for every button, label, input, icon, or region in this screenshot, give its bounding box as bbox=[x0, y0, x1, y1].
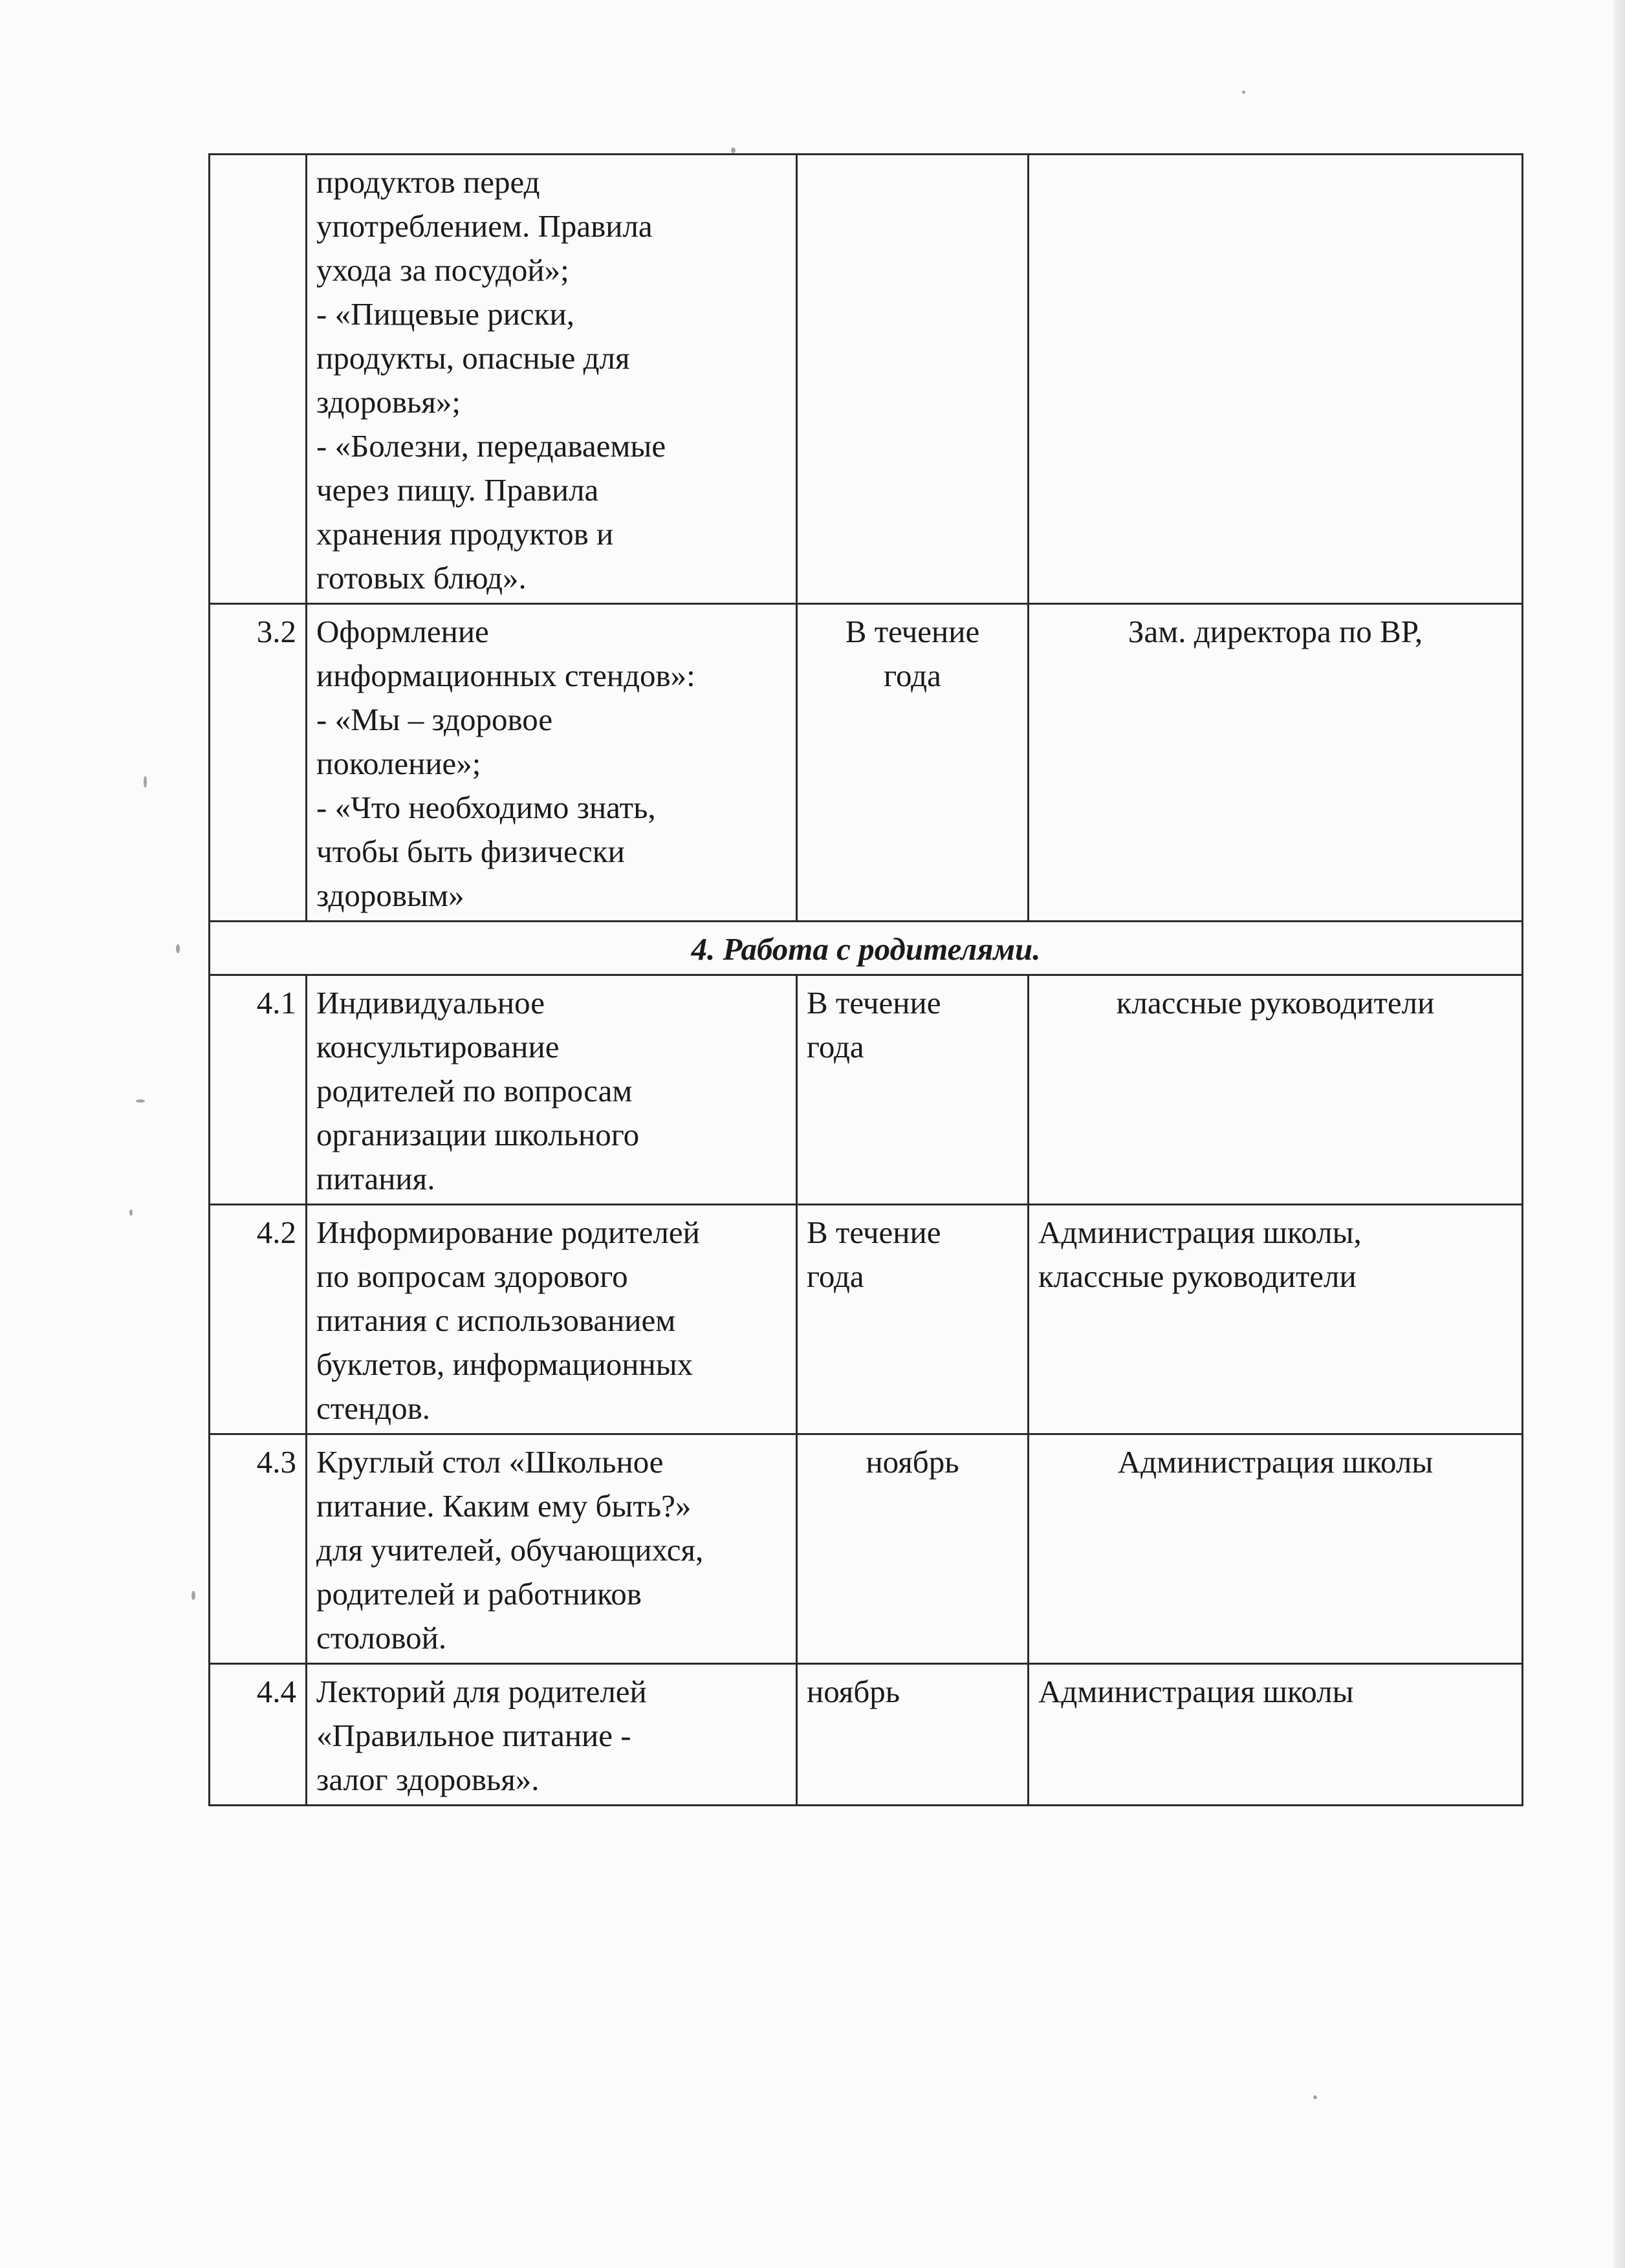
page-edge bbox=[1613, 0, 1625, 2268]
scan-speck bbox=[136, 1099, 145, 1103]
row-responsible: Администрация школы, классные руководители bbox=[1029, 1205, 1523, 1434]
table-row bbox=[210, 1205, 1523, 1434]
row-when bbox=[797, 155, 1029, 604]
row-responsible: Администрация школы bbox=[1029, 1434, 1523, 1664]
row-number: 4.2 bbox=[210, 1205, 307, 1434]
row-event: Индивидуальное консультирование родителей по вопросам организации школьного питания. bbox=[307, 975, 797, 1205]
scan-speck bbox=[191, 1591, 195, 1600]
table-row bbox=[210, 155, 1523, 604]
table-row bbox=[210, 975, 1523, 1205]
scan-speck bbox=[144, 776, 147, 788]
section-header-row bbox=[210, 922, 1523, 975]
row-responsible: классные руководители bbox=[1029, 975, 1523, 1205]
table-row bbox=[210, 1434, 1523, 1664]
document-sheet bbox=[208, 153, 1521, 1806]
row-event: продуктов перед употреблением. Правила ухода за посудой»; - «Пищевые риски, продукты, опасные для здоровья»; - «Болезни, передаваемые через пищу. Правила хранения продуктов и готовых блюд». bbox=[307, 155, 797, 604]
scan-speck bbox=[176, 944, 180, 953]
row-event: Лекторий для родителей «Правильное питание - залог здоровья». bbox=[307, 1664, 797, 1806]
table-row bbox=[210, 1664, 1523, 1806]
row-number: 4.4 bbox=[210, 1664, 307, 1806]
activity-plan-table bbox=[208, 153, 1523, 1806]
row-responsible: Администрация школы bbox=[1029, 1664, 1523, 1806]
row-number: 4.1 bbox=[210, 975, 307, 1205]
scan-speck bbox=[731, 147, 736, 153]
row-number: 3.2 bbox=[210, 604, 307, 922]
table-row bbox=[210, 604, 1523, 922]
scan-speck bbox=[129, 1209, 133, 1216]
scan-speck bbox=[1313, 2095, 1317, 2099]
row-number bbox=[210, 155, 307, 604]
row-responsible: Зам. директора по ВР, bbox=[1029, 604, 1523, 922]
scan-speck bbox=[1242, 91, 1245, 94]
row-when: ноябрь bbox=[797, 1434, 1029, 1664]
row-event: Информирование родителей по вопросам здорового питания с использованием буклетов, информационных стендов. bbox=[307, 1205, 797, 1434]
row-number: 4.3 bbox=[210, 1434, 307, 1664]
row-event: Оформление информационных стендов»: - «Мы – здоровое поколение»; - «Что необходимо знать, чтобы быть физически здоровым» bbox=[307, 604, 797, 922]
row-responsible bbox=[1029, 155, 1523, 604]
row-when: В течение года bbox=[797, 604, 1029, 922]
row-when: В течение года bbox=[797, 1205, 1029, 1434]
row-when: В течение года bbox=[797, 975, 1029, 1205]
row-when: ноябрь bbox=[797, 1664, 1029, 1806]
section-title: 4. Работа с родителями. bbox=[210, 922, 1523, 975]
row-event: Круглый стол «Школьное питание. Каким ему быть?» для учителей, обучающихся, родителей и работников столовой. bbox=[307, 1434, 797, 1664]
